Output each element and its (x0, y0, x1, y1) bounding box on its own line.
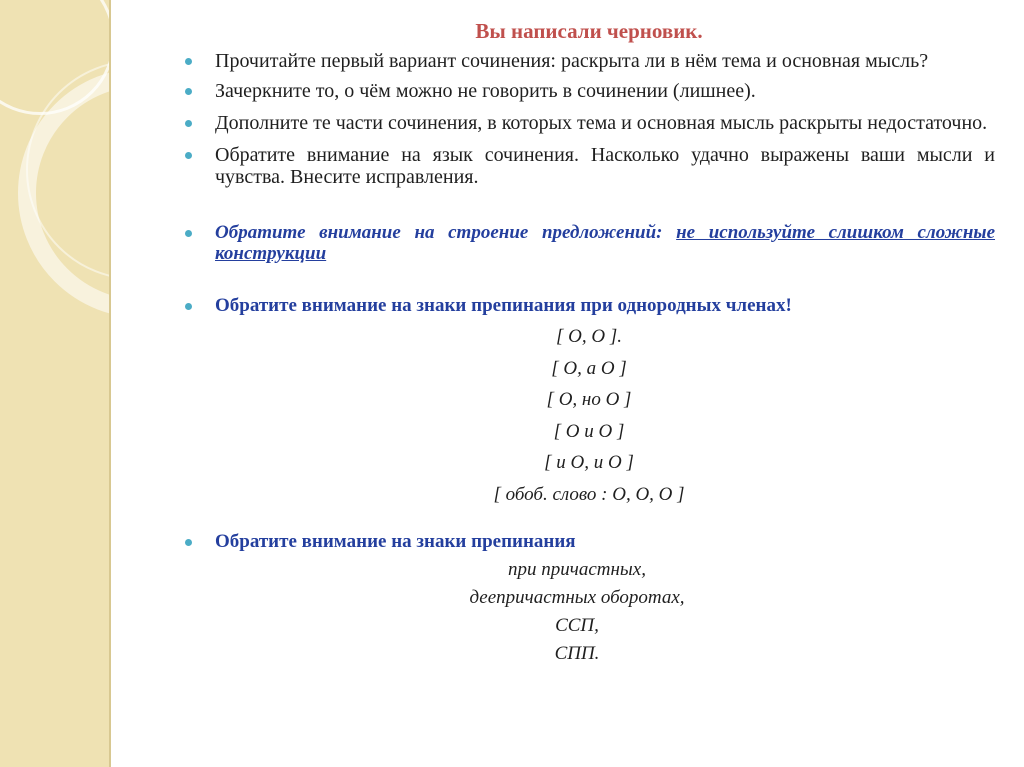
slide-content (183, 18, 995, 668)
bullet-icon (185, 230, 192, 237)
task-item (183, 112, 995, 134)
bullet-icon (185, 303, 192, 310)
homogeneous-heading-item (183, 295, 995, 317)
task-text: Дополните те части сочинения, в которых тема и основная мысль раскрыты недостаточно. (215, 112, 988, 134)
scheme-line: [ обоб. слово : О, О, О ] (493, 483, 685, 505)
scheme-line: [ и О, и О ] (544, 452, 634, 473)
bullet-icon (185, 58, 192, 65)
task-item (183, 50, 995, 72)
participles-heading: Обратите внимание на знаки препинания (215, 531, 576, 552)
decorative-ring (0, 0, 111, 115)
structure-note (183, 222, 995, 264)
task-item (183, 80, 995, 102)
participles-heading-item (183, 531, 995, 553)
scheme-list (183, 321, 995, 510)
task-text: Обратите внимание на язык сочинения. Насколько удачно выражены ваши мысли и чувства. Внесите исправления. (215, 144, 995, 188)
scheme-line: [ О и О ] (553, 420, 625, 442)
scheme-line: [ О, но О ] (546, 389, 632, 410)
task-text: Прочитайте первый вариант сочинения: раскрыта ли в нём тема и основная мысль? (215, 50, 929, 72)
participles-line: при причастных, (508, 559, 646, 580)
bullet-icon (185, 120, 192, 127)
decorative-side-band (0, 0, 111, 767)
decorative-ring (18, 68, 111, 318)
homogeneous-heading: Обратите внимание на знаки препинания при однородных членах! (215, 295, 792, 316)
slide-title: Вы написали черновик. (475, 19, 703, 43)
task-text: Зачеркните то, о чём можно не говорить в сочинении (лишнее). (215, 80, 756, 102)
scheme-line: [ О, а О ] (551, 357, 627, 379)
participles-line: ССП, (555, 615, 599, 636)
structure-note-link[interactable]: не используйте слишком сложные конструкции (215, 222, 996, 264)
participles-line: СПП. (554, 643, 600, 664)
decorative-ring (26, 60, 111, 280)
participles-line: деепричастных оборотах, (469, 587, 685, 608)
task-item (183, 144, 995, 188)
bullet-icon (185, 539, 192, 546)
structure-note-lead: Обратите внимание на строение предложений: (215, 222, 663, 243)
scheme-line: [ О, О ]. (556, 326, 622, 347)
bullet-icon (185, 88, 192, 95)
bullet-icon (185, 152, 192, 159)
participles-list (183, 556, 995, 668)
